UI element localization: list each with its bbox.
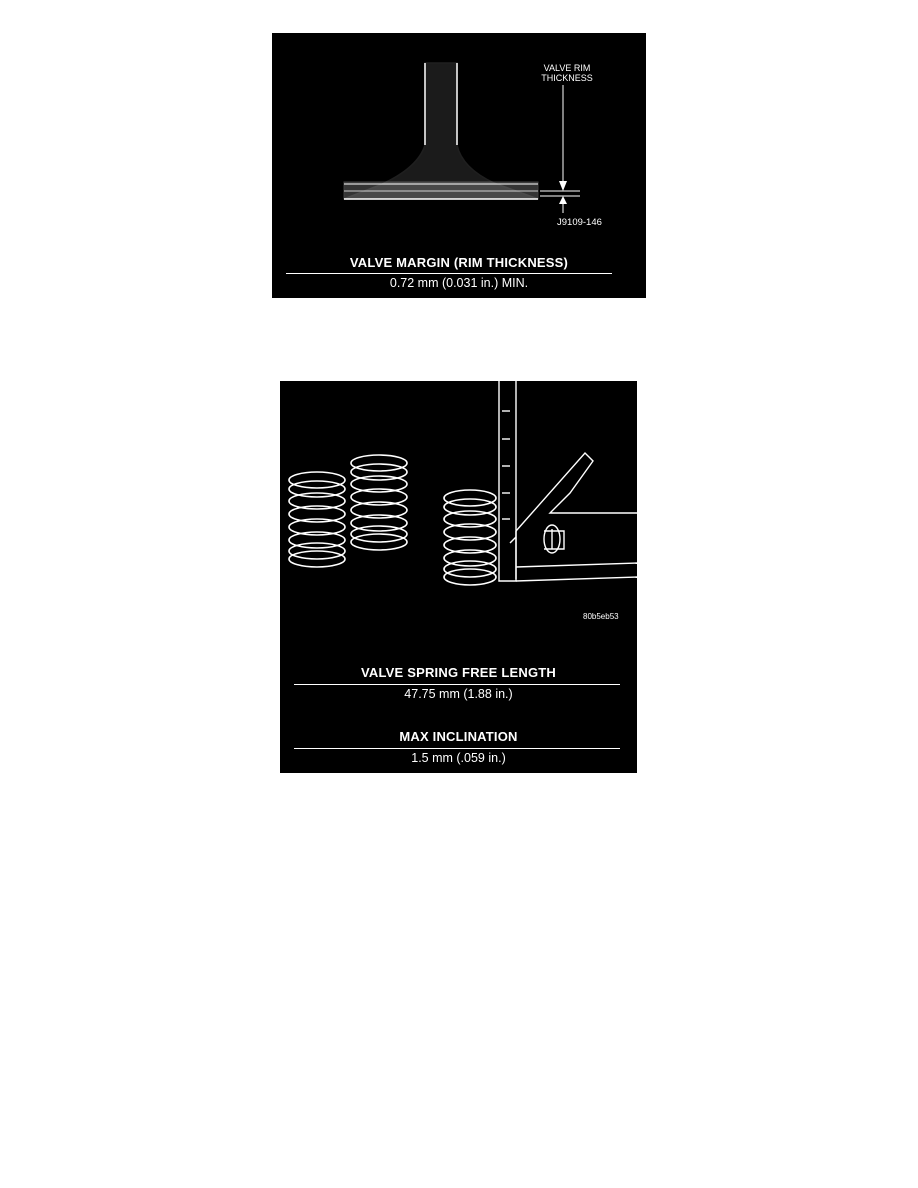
spec-title-free-length: VALVE SPRING FREE LENGTH <box>360 665 556 680</box>
spec-divider-2 <box>294 748 620 749</box>
figure-id-label: 80b5eb53 <box>583 612 619 621</box>
caption-divider <box>286 273 612 274</box>
spec-value-max-inclination: 1.5 mm (.059 in.) <box>411 751 506 765</box>
valve-margin-figure <box>272 33 646 298</box>
square-tool <box>499 381 637 581</box>
valve-spring-illustration <box>280 381 637 621</box>
valve-spring-3 <box>444 490 496 585</box>
valve-spring-1 <box>289 472 345 567</box>
caption-value-valve-margin: 0.72 mm (0.031 in.) MIN. <box>389 276 529 290</box>
figure-id-label: J9109-146 <box>557 217 602 228</box>
spec-title-max-inclination: MAX INCLINATION <box>399 729 518 744</box>
valve-spring-figure <box>280 381 637 773</box>
valve-spring-2 <box>351 455 407 550</box>
spec-value-free-length: 47.75 mm (1.88 in.) <box>404 687 513 701</box>
spec-divider-1 <box>294 684 620 685</box>
caption-title-valve-margin: VALVE MARGIN (RIM THICKNESS) <box>349 255 569 270</box>
callout-label-rim-thickness: VALVE RIM THICKNESS <box>541 63 593 83</box>
valve-margin-band <box>344 182 538 199</box>
valve-head-shape <box>344 63 538 199</box>
